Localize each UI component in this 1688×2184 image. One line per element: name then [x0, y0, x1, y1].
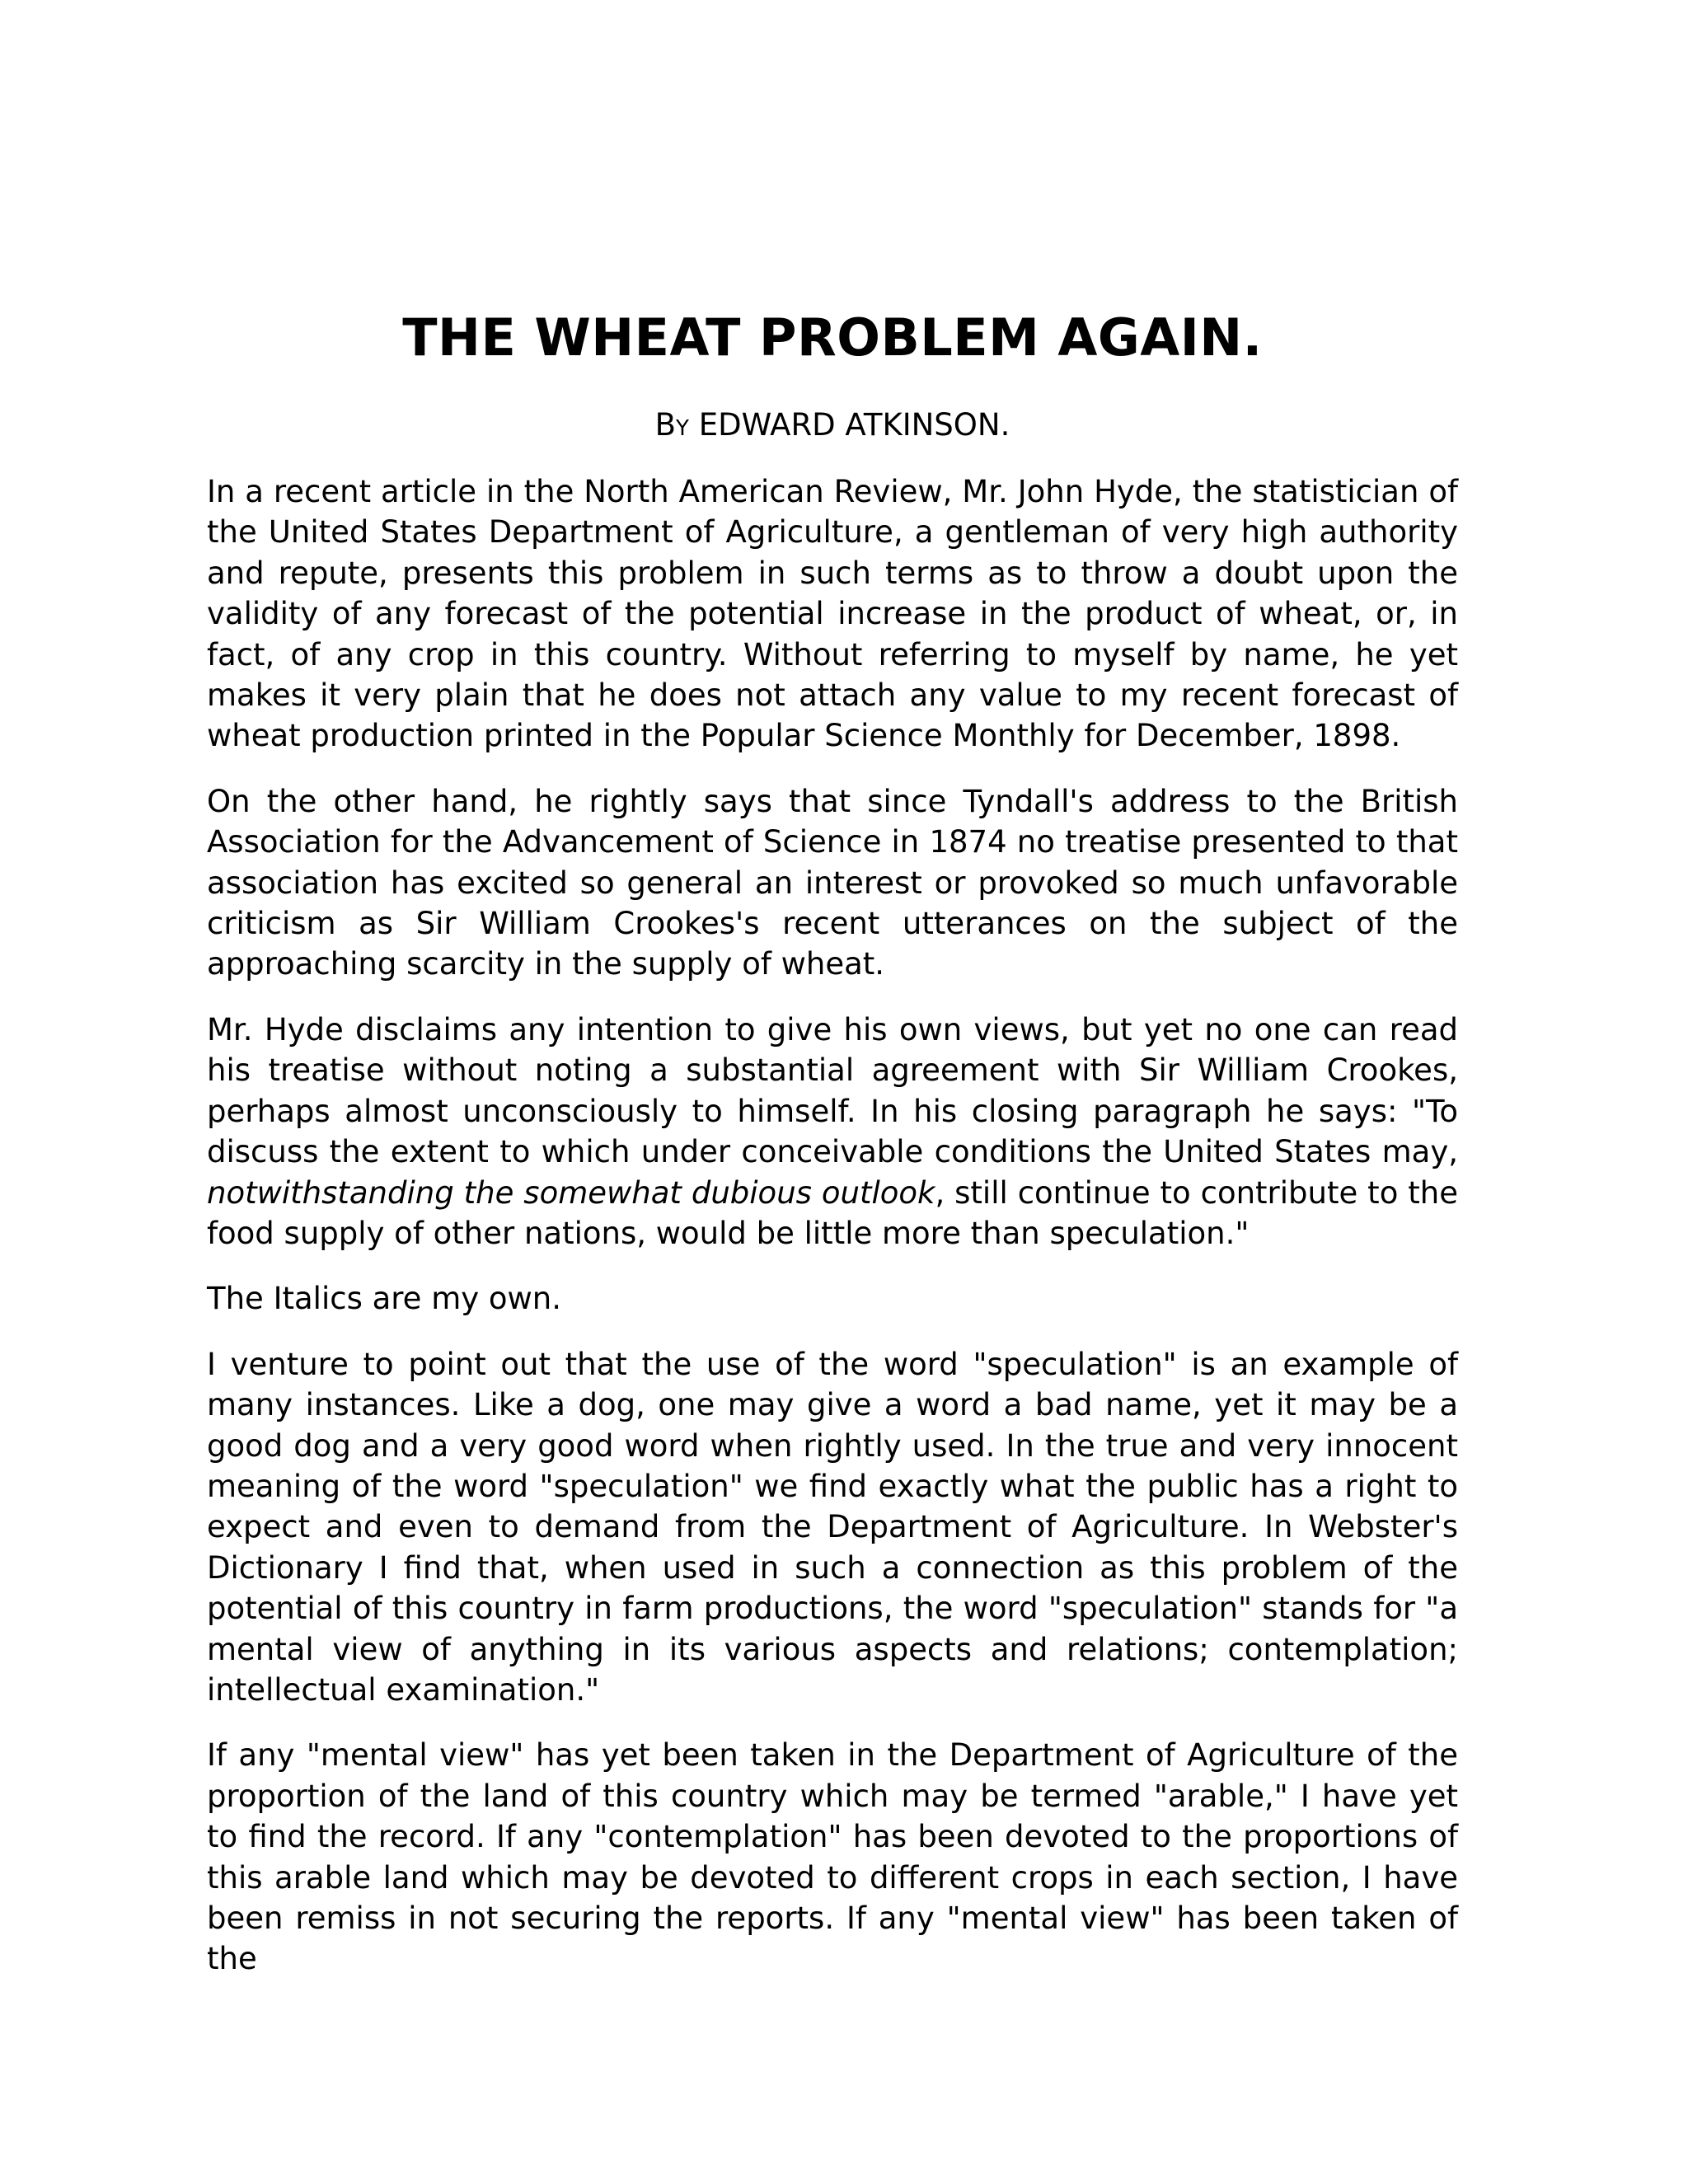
article-title: THE WHEAT PROBLEM AGAIN. [402, 307, 1263, 368]
paragraph-3-text-after: , still continue to contribute to the food supply of other nations, would be little more than speculation." [207, 1174, 1458, 1251]
paragraph-4: The Italics are my own. [207, 1281, 562, 1317]
article-page [207, 307, 1458, 1980]
byline-by-initial: B [654, 407, 677, 443]
byline-by-rest: Y [676, 416, 689, 441]
paragraph-1: In a recent article in the North American Review, Mr. John Hyde, the statistician of the United States Department of Agriculture, a gentleman of very high authority and repute, presents this problem in such terms as to throw a doubt upon the validity of any forecast of the potential increase in the product of wheat, or, in fact, of any crop in this country. Without referring to myself by name, he yet makes it very plain that he does not attach any value to my recent forecast of wheat production printed in the Popular Science Monthly for December, 1898. [207, 474, 1458, 754]
paragraph-3-text-before: Mr. Hyde disclaims any intention to give his own views, but yet no one can read his treatise without noting a substantial agreement with Sir William Crookes, perhaps almost unconsciously to himself. In his closing paragraph he says: "To discuss the extent to which under conceivable conditions the United States may, [207, 1011, 1458, 1170]
article-byline [207, 407, 1458, 447]
byline-author: EDWARD ATKINSON. [688, 407, 1010, 443]
paragraph-2: On the other hand, he rightly says that since Tyndall's address to the British Association for the Advancement of Science in 1874 no treatise presented to that association has excited so general an interest or provoked so much unfavorable criticism as Sir William Crookes's recent utterances on the subject of the approaching scarcity in the supply of wheat. [207, 783, 1458, 982]
paragraph-3 [207, 1010, 1458, 1254]
paragraph-6: If any "mental view" has yet been taken in the Department of Agriculture of the proportion of the land of this country which may be termed "arable," I have yet to find the record. If any "contemplation" has been devoted to the proportions of this arable land which may be devoted to different crops in each section, I have been remiss in not securing the reports. If any "mental view" has been taken of the [207, 1737, 1458, 1977]
paragraph-5: I venture to point out that the use of the word "speculation" is an example of many instances. Like a dog, one may give a word a bad name, yet it may be a good dog and a very good word when rightly used. In the true and very innocent meaning of the word "speculation" we find exactly what the public has a right to expect and even to demand from the Department of Agriculture. In Webster's Dictionary I find that, when used in such a connection as this problem of the potential of this country in farm productions, the word "speculation" stands for "a mental view of anything in its various aspects and relations; contemplation; intellectual examination." [207, 1346, 1458, 1708]
paragraph-3-italic-phrase: notwithstanding the somewhat dubious outlook [207, 1174, 935, 1211]
